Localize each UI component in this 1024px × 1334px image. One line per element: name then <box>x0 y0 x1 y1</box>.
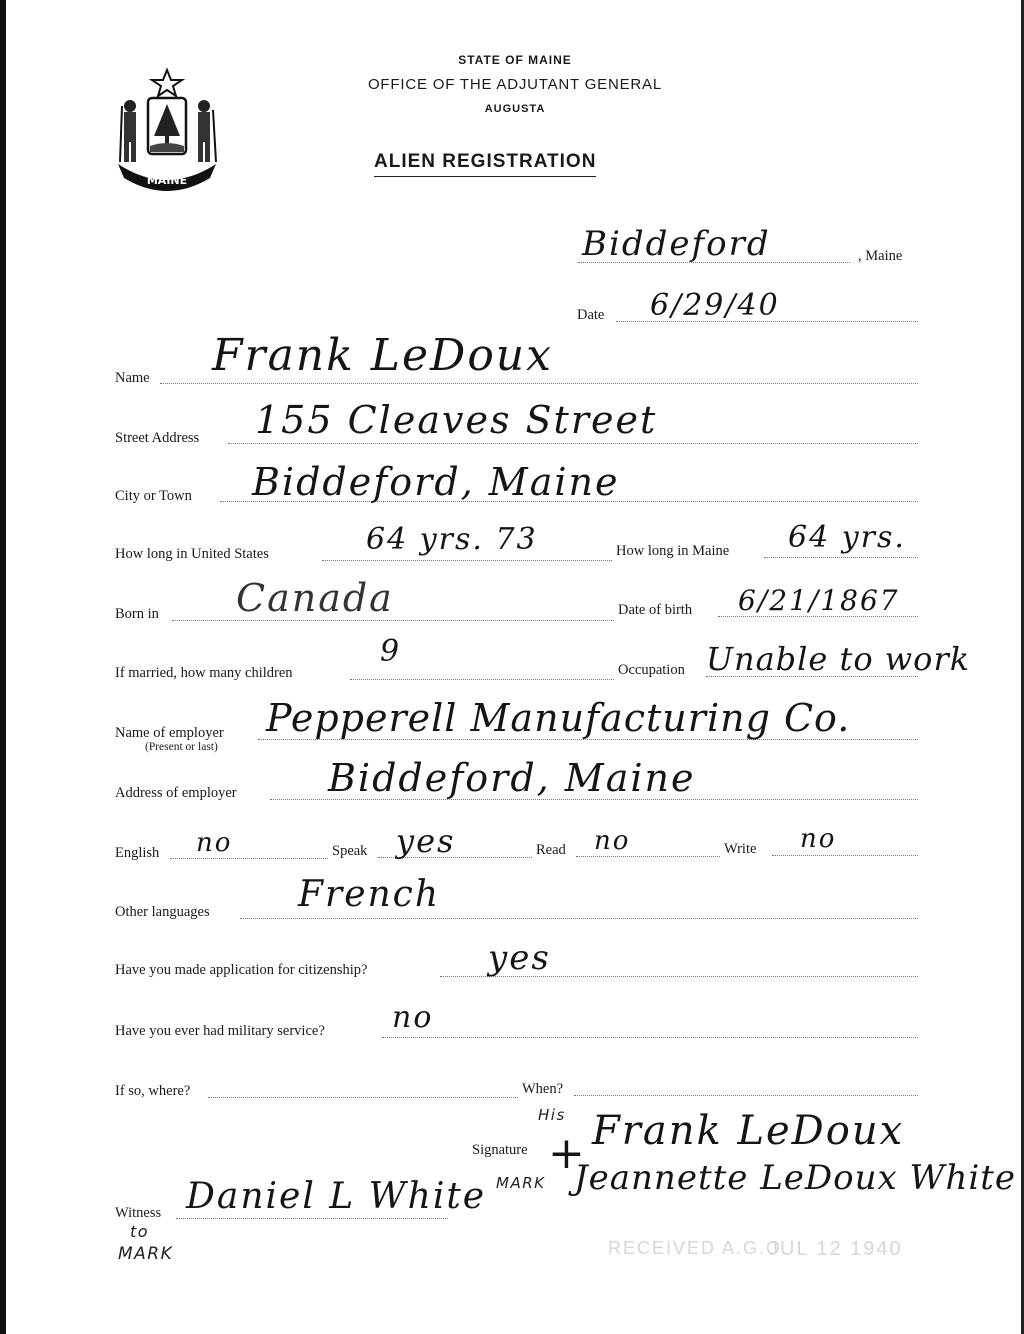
english-value: no <box>196 828 233 858</box>
seal-text: MAINE <box>146 174 188 187</box>
maine-suffix-label: , Maine <box>858 248 903 264</box>
english-line <box>170 858 328 859</box>
if-so-where-line <box>208 1097 518 1098</box>
received-stamp: RECEIVED A.G.O. <box>608 1238 790 1258</box>
born-in-line <box>172 620 614 621</box>
other-languages-label: Other languages <box>115 904 210 920</box>
write-label: Write <box>724 841 757 857</box>
street-address-label: Street Address <box>115 430 200 446</box>
read-value: no <box>594 826 631 856</box>
witness-mark-note: MARK <box>118 1244 174 1264</box>
children-value: 9 <box>380 634 402 669</box>
other-languages-line <box>240 918 918 919</box>
military-label: Have you ever had military service? <box>115 1023 325 1039</box>
occupation-value: Unable to work <box>706 640 971 678</box>
other-languages-value: French <box>298 874 441 915</box>
place-value: Biddeford <box>582 224 771 264</box>
children-line <box>350 679 614 680</box>
employer-name-sublabel: (Present or last) <box>145 741 218 753</box>
page-title: ALIEN REGISTRATION <box>374 151 596 177</box>
citizenship-label: Have you made application for citizenship? <box>115 962 368 978</box>
signature-second-name: Jeannette LeDoux White <box>574 1158 1017 1198</box>
date-of-birth-label: Date of birth <box>618 602 693 618</box>
witness-label: Witness <box>115 1205 162 1221</box>
employer-name-label: Name of employer <box>115 725 224 741</box>
english-label: English <box>115 845 160 861</box>
name-line <box>160 383 918 384</box>
witness-to-note: to <box>130 1222 150 1241</box>
how-long-us-value: 64 yrs. 73 <box>366 522 538 557</box>
date-of-birth-value: 6/21/1867 <box>738 584 900 617</box>
maine-state-seal-icon <box>110 66 224 196</box>
how-long-maine-line <box>764 557 918 558</box>
read-label: Read <box>536 842 566 858</box>
how-long-us-label: How long in United States <box>115 546 269 562</box>
name-label: Name <box>115 370 150 386</box>
citizenship-value: yes <box>488 938 551 978</box>
header-state: STATE OF MAINE <box>458 53 572 67</box>
write-line <box>772 855 918 856</box>
signature-mark-cross: + <box>548 1128 585 1179</box>
employer-address-label: Address of employer <box>115 785 237 801</box>
street-address-value: 155 Cleaves Street <box>255 398 658 442</box>
when-label: When? <box>522 1081 564 1097</box>
signature-label: Signature <box>472 1142 528 1158</box>
if-so-where-label: If so, where? <box>115 1083 191 1099</box>
children-label: If married, how many children <box>115 665 293 681</box>
read-line <box>576 856 720 857</box>
signature-his-note: His <box>538 1106 566 1124</box>
street-address-line <box>228 443 918 444</box>
date-value: 6/29/40 <box>650 288 780 323</box>
how-long-maine-value: 64 yrs. <box>788 520 906 555</box>
when-line <box>574 1095 918 1096</box>
employer-address-value: Biddeford, Maine <box>328 756 696 800</box>
received-stamp-date: JUL 12 1940 <box>768 1238 903 1260</box>
born-in-label: Born in <box>115 606 159 622</box>
name-value: Frank LeDoux <box>212 330 553 381</box>
born-in-value: Canada <box>236 576 394 620</box>
how-long-us-line <box>322 560 612 561</box>
write-value: no <box>800 824 837 854</box>
scan-edge-left <box>0 0 6 1334</box>
military-value: no <box>392 1000 434 1035</box>
header-office: OFFICE OF THE ADJUTANT GENERAL <box>367 76 663 93</box>
header-city: AUGUSTA <box>484 103 546 115</box>
speak-label: Speak <box>332 843 368 859</box>
signature-name: Frank LeDoux <box>592 1108 905 1154</box>
witness-value: Daniel L White <box>186 1176 487 1217</box>
employer-name-value: Pepperell Manufacturing Co. <box>266 696 851 740</box>
speak-value: yes <box>396 822 456 860</box>
city-label: City or Town <box>115 488 192 504</box>
how-long-maine-label: How long in Maine <box>616 543 730 559</box>
occupation-label: Occupation <box>618 662 685 678</box>
witness-line <box>176 1218 448 1219</box>
signature-mark-note: MARK <box>496 1174 546 1192</box>
date-label: Date <box>577 307 605 323</box>
military-line <box>382 1037 918 1038</box>
city-value: Biddeford, Maine <box>252 460 620 504</box>
